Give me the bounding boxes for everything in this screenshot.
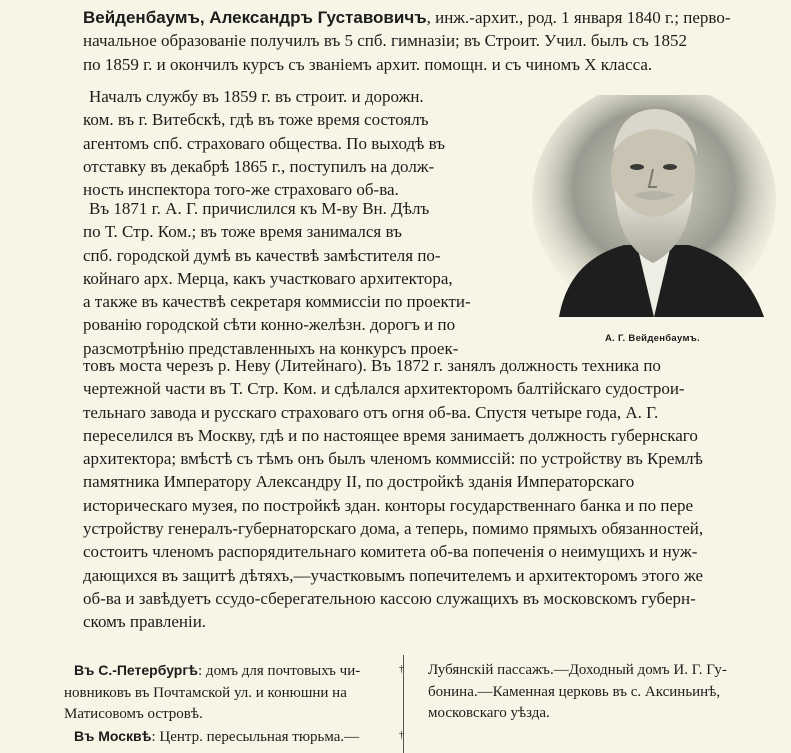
text-line: состоитъ членомъ распорядительнаго комитета об-ва попеченія о неимущихъ и нуж- — [83, 542, 698, 562]
entry-name: Вейденбаумъ, Александръ Густавовичъ — [83, 8, 427, 27]
text-line: устройству генералъ-губернаторскаго дома, а теперь, помимо прямыхъ обязанностей, — [83, 519, 704, 539]
text-line: товъ моста черезъ р. Неву (Литейнаго). Въ 1872 г. занялъ должность техника по — [83, 356, 661, 375]
works-list-right — [428, 660, 778, 725]
works-line: новниковъ въ Почтамской ул. и конюшни на — [64, 684, 347, 701]
text-line: тельнаго завода и русскаго страховаго отъ огня об-ва. Спустя четыре года, А. Г. — [83, 402, 659, 422]
left-eye — [630, 164, 644, 170]
text-line: рованію городской сѣти конно-желѣзн. дорогъ и по — [83, 315, 456, 335]
city-heading-moscow: Въ Москвѣ — [74, 727, 152, 744]
text-line: дающихся въ защитѣ дѣтяхъ,—участковымъ попечителемъ и архитекторомъ этого же — [83, 565, 704, 585]
works-line — [64, 726, 394, 749]
text-line: начальное образованіе получилъ въ 5 спб. гимназіи; въ Строит. Учил. былъ съ 1852 — [83, 31, 688, 51]
works-text: : Центр. пересыльная тюрьма.— — [151, 728, 360, 745]
text-line: по Т. Стр. Ком.; въ тоже время занимался въ — [83, 222, 402, 242]
works-text: : домъ для почтовыхъ чи- — [198, 663, 361, 679]
works-list-left — [64, 660, 394, 748]
text-line: койнаго арх. Мерца, какъ участковаго архитектора, — [83, 268, 453, 288]
text-line: Въ 1871 г. А. Г. причислился къ М-ву Вн. Дѣлъ — [89, 199, 430, 218]
text-line: спб. городской думѣ въ качествѣ замѣстителя по- — [83, 245, 441, 265]
text-line: разсмотрѣнію представленныхъ на конкурсъ проек- — [83, 338, 459, 358]
text-line: Началъ службу въ 1859 г. въ строит. и дорожн. — [89, 87, 424, 106]
divider-mark-bottom: † — [399, 730, 404, 741]
biography-first-line — [83, 6, 778, 29]
portrait-engraving — [529, 95, 776, 317]
divider-mark-top: † — [399, 664, 404, 675]
city-heading-petersburg: Въ С.-Петербургѣ — [74, 662, 199, 678]
text-line: а также въ качествѣ секретаря коммиссіи по проекти- — [83, 292, 471, 312]
portrait-caption: А. Г. Вейденбаумъ. — [605, 333, 700, 344]
biography-paragraph-4 — [83, 354, 778, 634]
text-line: переселился въ Москву, гдѣ и по настоящее время занимаетъ должность губернскаго — [83, 425, 698, 445]
works-line: Матисовомъ островѣ. — [64, 706, 203, 722]
text-line: ком. въ г. Витебскѣ, гдѣ въ тоже время состоялъ — [83, 110, 429, 130]
works-line: московскаго уѣзда. — [428, 705, 550, 721]
biography-paragraph-3 — [83, 197, 505, 360]
text-line: ность инспектора того-же страховаго об-ва. — [83, 180, 399, 200]
works-line: Лубянскій пассажъ.—Доходный домъ И. Г. Гу- — [428, 662, 727, 678]
text-line: памятника Императору Александру II, по достройкѣ зданія Императорскаго — [83, 472, 635, 492]
text-line: скомъ правленіи. — [83, 612, 207, 632]
text-line: об-ва и завѣдуетъ ссудо-сберегательною кассою служащихъ въ московскомъ губерн- — [83, 588, 696, 608]
right-eye — [663, 164, 677, 170]
text-line: по 1859 г. и окончилъ курсъ съ званіемъ архит. помощн. и съ чиномъ X класса. — [83, 54, 653, 74]
text-line: отставку въ декабрѣ 1865 г., поступилъ на долж- — [83, 156, 435, 176]
text-line: историческаго музея, по постройкѣ здан. конторы государственнаго банка и по пере — [83, 495, 694, 515]
text-line: чертежной части въ Т. Стр. Ком. и сдѣлался архитекторомъ балтійскаго судострои- — [83, 379, 685, 399]
works-line: бонина.—Каменная церковь въ с. Аксиньинѣ, — [428, 683, 721, 700]
entry-intro: , инж.-архит., род. 1 января 1840 г.; перво- — [426, 8, 731, 27]
biography-paragraph-2 — [83, 85, 505, 201]
text-line: архитектора; вмѣстѣ съ тѣмъ онъ былъ членомъ коммиссій: по устройству въ Кремлѣ — [83, 449, 703, 469]
text-line: агентомъ спб. страховаго общества. По выходѣ въ — [83, 133, 446, 153]
biography-paragraph-1 — [83, 6, 778, 76]
works-line — [64, 660, 394, 683]
